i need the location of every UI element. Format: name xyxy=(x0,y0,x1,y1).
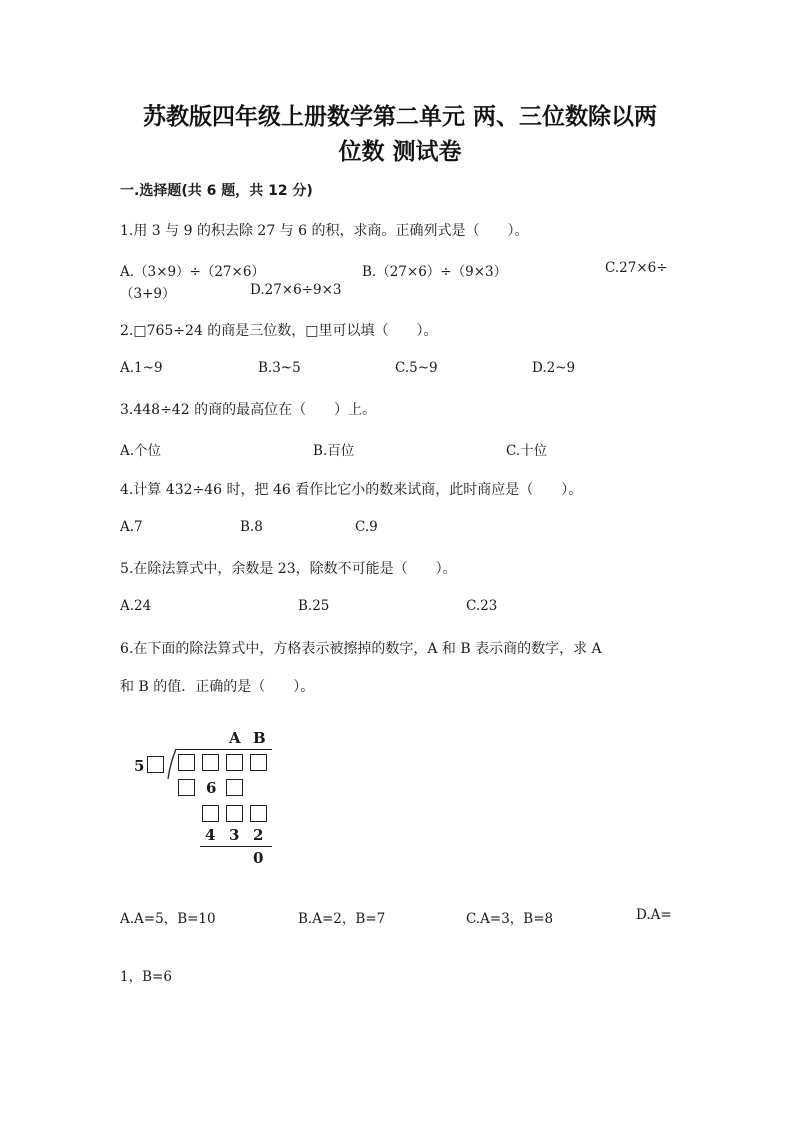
page-title-line-1: 苏教版四年级上册数学第二单元 两、三位数除以两 xyxy=(142,104,657,130)
partial-product-box-1 xyxy=(178,779,195,796)
divisor-blank-box xyxy=(147,756,164,773)
question-4-option-c: C.9 xyxy=(355,519,378,535)
quotient-digit-b: B xyxy=(253,729,266,747)
question-1-stem: 1.用 3 与 9 的积去除 27 与 6 的积，求商。正确列式是（ ）。 xyxy=(120,223,529,239)
dividend-box-4 xyxy=(250,754,267,771)
section-heading: 一.选择题(共 6 题，共 12 分) xyxy=(120,183,313,199)
question-5-option-a: A.24 xyxy=(120,598,152,614)
question-1-option-b: B.（27×6）÷（9×3） xyxy=(362,264,508,280)
dividend-box-3 xyxy=(226,754,243,771)
division-bar xyxy=(176,749,272,750)
question-3-option-a: A.个位 xyxy=(120,443,162,459)
final-remainder: 0 xyxy=(253,849,264,867)
question-6-option-b: B.A=2，B=7 xyxy=(298,911,386,927)
question-2-option-b: B.3~5 xyxy=(258,360,301,376)
question-4-stem: 4.计算 432÷46 时，把 46 看作比它小的数来试商，此时商应是（ ）。 xyxy=(120,482,583,498)
question-4-option-b: B.8 xyxy=(240,519,263,535)
question-6-option-d-continued: 1，B=6 xyxy=(120,969,172,985)
remainder-row-box-2 xyxy=(226,805,243,822)
question-1-option-c: C.27×6÷ xyxy=(605,260,668,276)
second-product-digit-3: 2 xyxy=(253,826,264,844)
dividend-box-2 xyxy=(202,754,219,771)
question-3-option-b: B.百位 xyxy=(313,443,355,459)
question-6-stem-line-2: 和 B 的值．正确的是（ ）。 xyxy=(120,679,315,695)
quotient-digit-a: A xyxy=(229,729,241,747)
question-1-option-a: A.（3×9）÷（27×6） xyxy=(120,264,265,280)
question-1-option-c-continued: （3+9） xyxy=(120,286,176,302)
question-6-stem-line-1: 6.在下面的除法算式中，方格表示被擦掉的数字，A 和 B 表示商的数字，求 A xyxy=(120,641,602,657)
divisor-digit: 5 xyxy=(134,757,145,775)
question-3-option-c: C.十位 xyxy=(506,443,548,459)
question-3-stem: 3.448÷42 的商的最高位在（ ）上。 xyxy=(120,402,377,418)
question-5-option-b: B.25 xyxy=(298,598,330,614)
question-1-option-d: D.27×6÷9×3 xyxy=(250,282,342,298)
question-2-option-c: C.5~9 xyxy=(395,360,438,376)
page-title-line-2: 位数 测试卷 xyxy=(338,139,462,165)
question-6-option-a: A.A=5，B=10 xyxy=(120,911,216,927)
question-2-stem: 2.□765÷24 的商是三位数，□里可以填（ ）。 xyxy=(120,323,438,339)
second-product-digit-2: 3 xyxy=(229,826,240,844)
subtraction-line xyxy=(200,846,272,847)
question-5-option-c: C.23 xyxy=(466,598,498,614)
remainder-row-box-3 xyxy=(250,805,267,822)
question-2-option-a: A.1~9 xyxy=(120,360,163,376)
partial-product-box-2 xyxy=(226,779,243,796)
partial-product-digit: 6 xyxy=(206,779,217,797)
question-4-option-a: A.7 xyxy=(120,519,143,535)
question-2-option-d: D.2~9 xyxy=(532,360,576,376)
remainder-row-box-1 xyxy=(202,805,219,822)
question-5-stem: 5.在除法算式中，余数是 23，除数不可能是（ ）。 xyxy=(120,561,457,577)
dividend-box-1 xyxy=(178,754,195,771)
question-6-option-d: D.A= xyxy=(636,907,672,923)
question-6-option-c: C.A=3，B=8 xyxy=(466,911,554,927)
second-product-digit-1: 4 xyxy=(205,826,216,844)
